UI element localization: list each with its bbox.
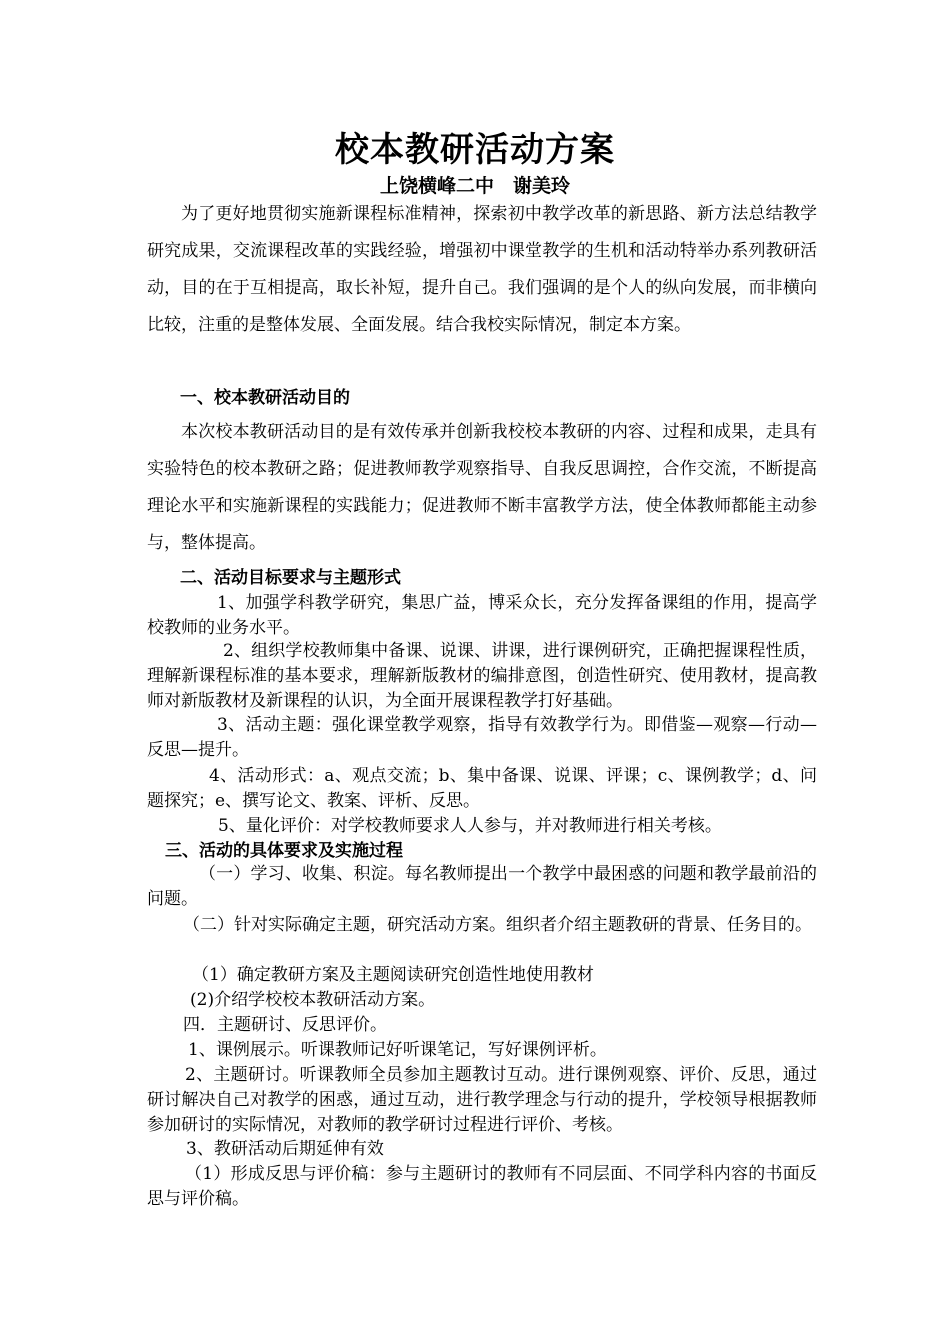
section2-item4: 4、活动形式：a、观点交流；b、集中备课、说课、评课；c、课例教学；d、问题探究；e、撰写论文、教案、评析、反思。: [147, 766, 817, 811]
section1-paragraph: 本次校本教研活动目的是有效传承并创新我校校本教研的内容、过程和成果，走具有实验特色的校本教研之路；促进教师教学观察指导、自我反思调控，合作交流，不断提高理论水平和实施新课程的实践能力；促进教师不断丰富教学方法，使全体教师都能主动参与，整体提高。: [147, 422, 817, 553]
section3-step2a: （1）确定教研方案及主题阅读研究创造性地使用教材: [192, 965, 594, 985]
intro-paragraph: 为了更好地贯彻实施新课程标准精神，探索初中教学改革的新思路、新方法总结教学研究成果，交流课程改革的实践经验，增强初中课堂教学的生机和活动特举办系列教研活动，目的在于互相提高，取长补短，提升自己。我们强调的是个人的纵向发展，而非横向比较，注重的是整体发展、全面发展。结合我校实际情况，制定本方案。: [147, 204, 817, 335]
section3-step4-2: 2、主题研讨。听课教师全员参加主题教讨互动。进行课例观察、评价、反思，通过研讨解决自己对教学的困惑，通过互动，进行教学理念与行动的提升，学校领导根据教师参加研讨的实际情况，对教师的教学研讨过程进行评价、考核。: [147, 1065, 817, 1135]
section3-step4: 四．主题研讨、反思评价。: [183, 1015, 387, 1035]
section2-heading: 二、活动目标要求与主题形式: [180, 568, 401, 588]
document-author: 上饶横峰二中 谢美玲: [379, 175, 570, 197]
section3-step4-3-1: （1）形成反思与评价稿：参与主题研讨的教师有不同层面、不同学科内容的书面反思与评价稿。: [147, 1164, 817, 1209]
document-title: 校本教研活动方案: [335, 130, 615, 170]
section3-step4-3: 3、教研活动后期延伸有效: [186, 1139, 384, 1159]
section2-item1: 1、加强学科教学研究，集思广益，博采众长，充分发挥备课组的作用，提高学校教师的业务水平。: [147, 593, 817, 638]
section3-step2: （二）针对实际确定主题，研究活动方案。组织者介绍主题教研的背景、任务目的。: [183, 915, 812, 935]
section2-item5: 5、量化评价：对学校教师要求人人参与，并对教师进行相关考核。: [218, 816, 722, 836]
section2-item2: 2、组织学校教师集中备课、说课、讲课，进行课例研究，正确把握课程性质，理解新课程标准的基本要求，理解新版教材的编排意图，创造性研究、使用教材，提高教师对新版教材及新课程的认识，为全面开展课程教学打好基础。: [147, 641, 817, 711]
section3-heading: 三、活动的具体要求及实施过程: [165, 841, 403, 861]
section3-step2b: (2)介绍学校校本教研活动方案。: [190, 990, 436, 1010]
section1-heading: 一、校本教研活动目的: [180, 388, 350, 408]
section3-step4-1: 1、课例展示。听课教师记好听课笔记，写好课例评析。: [188, 1040, 607, 1060]
section2-item3: 3、活动主题：强化课堂教学观察，指导有效教学行为。即借鉴—观察—行动—反思—提升。: [147, 715, 817, 760]
section3-step1: （一）学习、收集、积淀。每名教师提出一个教学中最困惑的问题和教学最前沿的问题。: [147, 864, 817, 909]
